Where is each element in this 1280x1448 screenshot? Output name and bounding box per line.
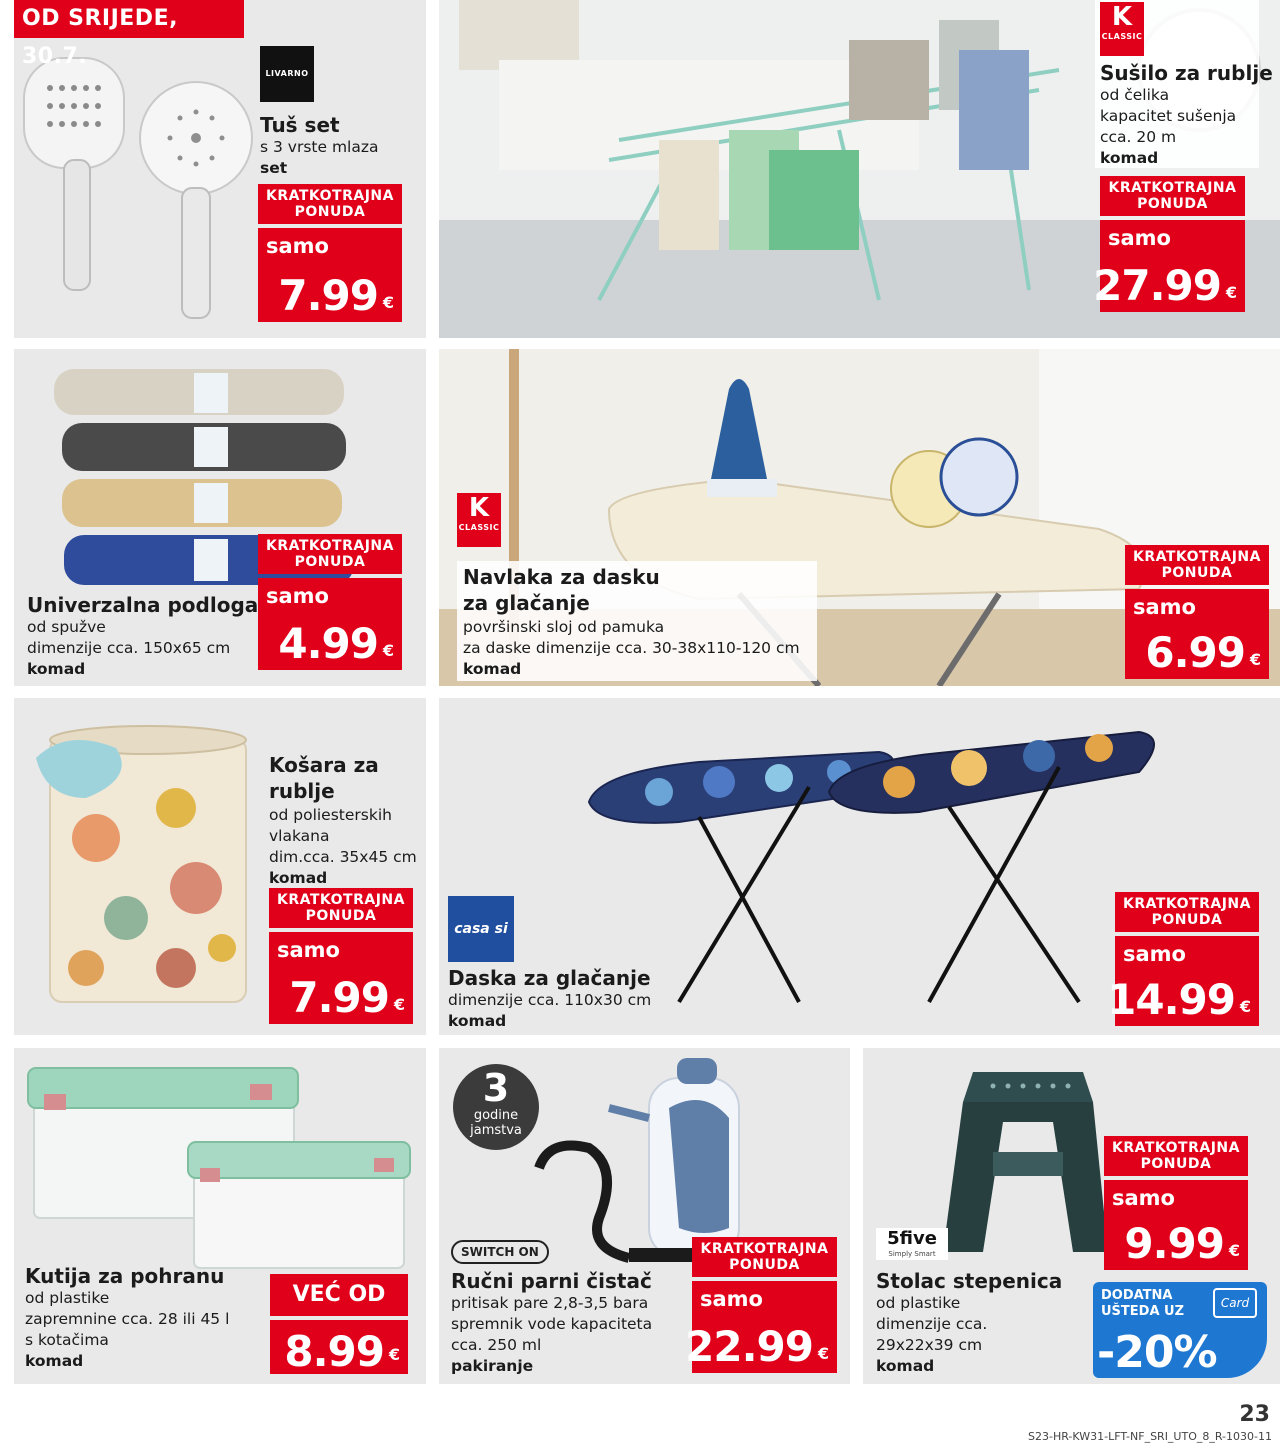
laundry-basket-image — [26, 718, 270, 1008]
step-stool-image — [933, 1062, 1113, 1262]
price-value: 22.99 — [685, 1322, 813, 1371]
livarno-logo: LIVARNO — [260, 46, 314, 102]
product-description: od poliesterskih vlakana dim.cca. 35x45 cm komad — [269, 806, 417, 887]
shower-heads-image — [20, 48, 256, 328]
product-title: Univerzalna podloga — [27, 593, 259, 617]
product-description: s 3 vrste mlaza set — [260, 138, 379, 177]
product-description: od plastike dimenzije cca. 29x22x39 cm komad — [876, 1294, 988, 1375]
product-description: od čelika kapacitet sušenja cca. 20 m komad — [1100, 86, 1237, 167]
price-box: samo 6.99 € — [1125, 589, 1269, 679]
price-value: 8.99 — [284, 1327, 384, 1376]
warranty-badge: 3 godine jamstva — [453, 1064, 539, 1150]
product-description: pritisak pare 2,8-3,5 bara spremnik vode kapaciteta cca. 250 ml pakiranje — [451, 1294, 653, 1375]
product-description: od spužve dimenzije cca. 150x65 cm komad — [27, 618, 231, 678]
short-offer-badge: KRATKOTRAJNA PONUDA — [1125, 545, 1269, 585]
switch-on-logo: SWITCH ON — [451, 1240, 549, 1264]
price-box: samo 4.99 € — [258, 578, 402, 670]
product-title: Ručni parni čistač — [451, 1269, 652, 1293]
price-box: samo 7.99 € — [258, 228, 402, 322]
short-offer-badge: KRATKOTRAJNA PONUDA — [692, 1237, 837, 1277]
price-box: samo 9.99 € — [1104, 1180, 1248, 1270]
price-value: 27.99 — [1093, 261, 1221, 310]
short-offer-badge: KRATKOTRAJNA PONUDA — [1104, 1136, 1248, 1176]
product-tile-ironing-board-cover[interactable] — [439, 349, 1280, 686]
product-title: Stolac stepenica — [876, 1269, 1063, 1293]
card-discount-banner: DODATNA UŠTEDA UZ Card -20% — [1093, 1282, 1267, 1378]
product-tile-ironing-board[interactable] — [439, 698, 1280, 1035]
product-title: Daska za glačanje — [448, 966, 651, 990]
product-tile-storage-box[interactable] — [14, 1048, 426, 1384]
product-title: Navlaka za dasku za glačanje — [463, 565, 660, 615]
product-description: dimenzije cca. 110x30 cm komad — [448, 991, 652, 1030]
price-value: 7.99 — [289, 973, 389, 1022]
storage-boxes-image — [24, 1058, 416, 1278]
price-value: 7.99 — [278, 271, 378, 320]
product-title: Košara za rublje — [269, 753, 379, 803]
price-from-label: VEĆ OD — [270, 1274, 408, 1316]
5five-logo: 5five Simply Smart — [876, 1228, 948, 1260]
price-value: 14.99 — [1107, 975, 1235, 1024]
casa-si-logo: casa si — [448, 896, 514, 962]
short-offer-badge: KRATKOTRAJNA PONUDA — [1100, 176, 1245, 216]
product-tile-steam-cleaner[interactable] — [439, 1048, 850, 1384]
discount-value: -20% — [1097, 1327, 1217, 1378]
product-description: površinski sloj od pamuka za daske dimenzije cca. 30-38x110-120 cm komad — [463, 618, 800, 678]
k-classic-logo: K CLASSIC — [1100, 2, 1144, 56]
product-title: Sušilo za rublje — [1100, 61, 1273, 85]
product-tile-laundry-basket[interactable] — [14, 698, 426, 1035]
short-offer-badge: KRATKOTRAJNA PONUDA — [258, 184, 402, 224]
price-box: samo 14.99 € — [1115, 936, 1259, 1026]
price-box: samo 7.99 € — [269, 932, 413, 1024]
k-classic-logo: K CLASSIC — [457, 493, 501, 547]
product-title: Tuš set — [260, 113, 340, 137]
catalog-code: S23-HR-KW31-LFT-NF_SRI_UTO_8_R-1030-11 — [1028, 1430, 1272, 1443]
product-tile-universal-mat[interactable] — [14, 349, 426, 686]
product-tile-clothes-dryer[interactable] — [439, 0, 1280, 338]
short-offer-badge: KRATKOTRAJNA PONUDA — [269, 888, 413, 928]
page-number: 23 — [1239, 1402, 1270, 1427]
price-value: 6.99 — [1145, 628, 1245, 677]
product-tile-step-stool[interactable] — [863, 1048, 1280, 1384]
price-value: 9.99 — [1124, 1219, 1224, 1268]
ironing-boards-image — [579, 712, 1159, 1012]
short-offer-badge: KRATKOTRAJNA PONUDA — [258, 534, 402, 574]
date-header: OD SRIJEDE, 30.7. — [14, 0, 244, 38]
price-value: 4.99 — [278, 619, 378, 668]
price-box: 8.99 € — [270, 1320, 408, 1374]
product-title: Kutija za pohranu — [25, 1264, 225, 1288]
short-offer-badge: KRATKOTRAJNA PONUDA — [1115, 892, 1259, 932]
price-box: samo 22.99 € — [692, 1281, 837, 1373]
price-box: samo 27.99 € — [1100, 220, 1245, 312]
product-description: od plastike zapremnine cca. 28 ili 45 l s kotačima komad — [25, 1289, 230, 1370]
card-logo: Card — [1213, 1288, 1257, 1318]
